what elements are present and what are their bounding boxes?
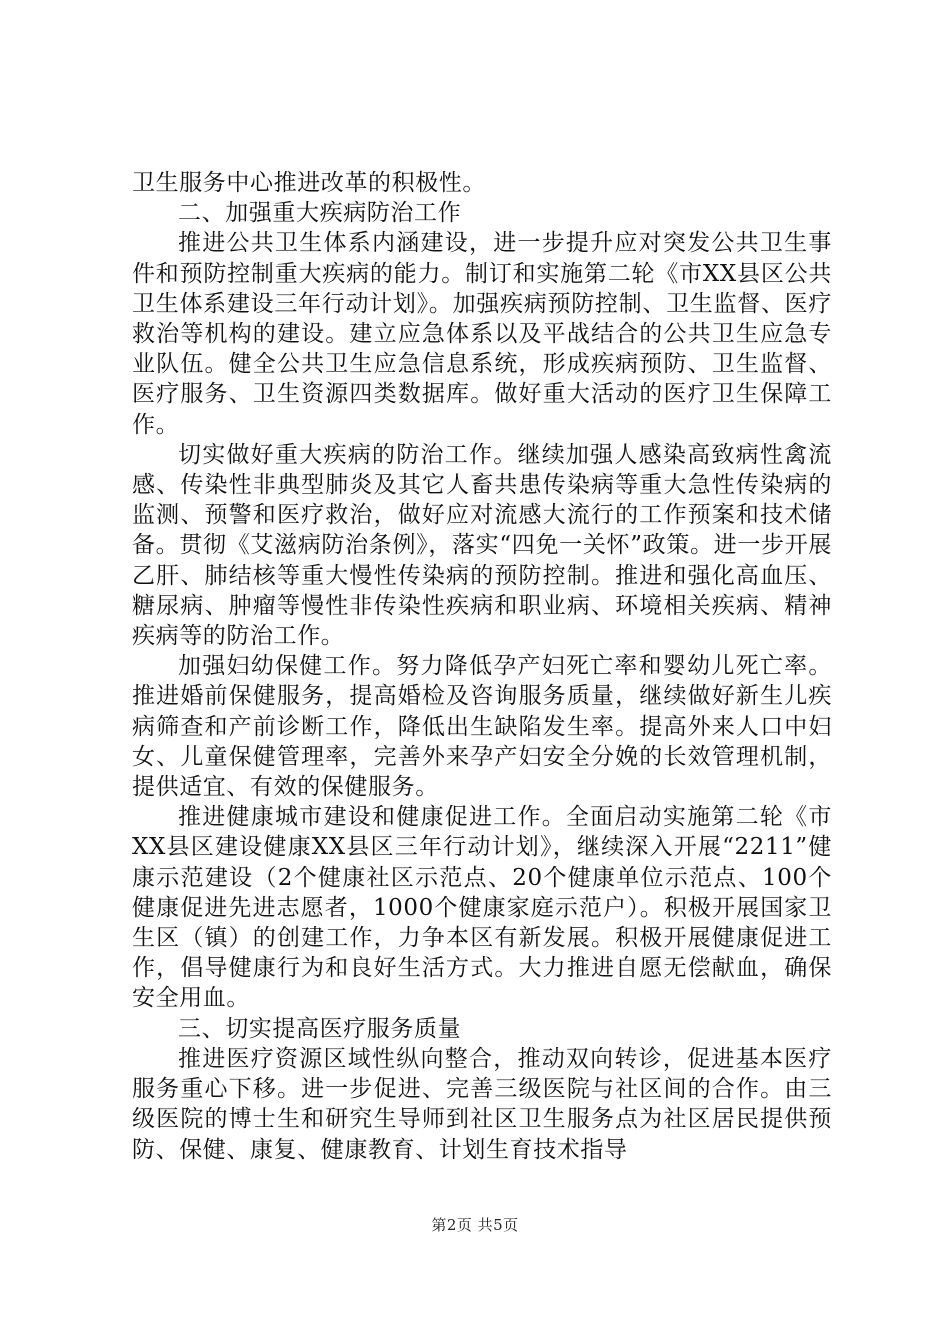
paragraph-major-disease-control: 切实做好重大疾病的防治工作。继续加强人感染高致病性禽流感、传染性非典型肺炎及其它人畜共患传染病等重大急性传染病的监测、预警和医疗救治，做好应对流感大流行的工作预案和技术储备。贯彻《艾滋病防治条例》，落实“四免一关怀”政策。进一步开展乙肝、肺结核等重大慢性传染病的预防控制。推进和强化高血压、糖尿病、肿瘤等慢性非传染性疾病和职业病、环境相关疾病、精神疾病等的防治工作。 bbox=[132, 441, 832, 650]
paragraph-continuation: 卫生服务中心推进改革的积极性。 bbox=[132, 170, 486, 196]
section-heading-3: 三、切实提高医疗服务质量 bbox=[178, 1015, 462, 1042]
page-number-footer: 第2页 共5页 bbox=[431, 1216, 519, 1234]
paragraph-public-health-system: 推进公共卫生体系内涵建设，进一步提升应对突发公共卫生事件和预防控制重大疾病的能力。制订和实施第二轮《市XX县区公共卫生体系建设三年行动计划》。加强疾病预防控制、卫生监督、医疗救治等机构的建设。建立应急体系以及平战结合的公共卫生应急专业队伍。健全公共卫生应急信息系统，形成疾病预防、卫生监督、医疗服务、卫生资源四类数据库。做好重大活动的医疗卫生保障工作。 bbox=[132, 230, 832, 438]
document-body bbox=[132, 168, 832, 1165]
paragraph-healthy-city: 推进健康城市建设和健康促进工作。全面启动实施第二轮《市XX县区建设健康XX县区三年行动计划》，继续深入开展“2211”健康示范建设（2个健康社区示范点、20个健康单位示范点、100个健康促进先进志愿者，1000个健康家庭示范户）。积极开展国家卫生区（镇）的创建工作，力争本区有新发展。积极开展健康促进工作，倡导健康行为和良好生活方式。大力推进自愿无偿献血，确保安全用血。 bbox=[132, 804, 832, 1012]
paragraph-medical-resources: 推进医疗资源区域性纵向整合，推动双向转诊，促进基本医疗服务重心下移。进一步促进、完善三级医院与社区间的合作。由三级医院的博士生和研究生导师到社区卫生服务点为社区居民提供预防、保健、康复、健康教育、计划生育技术指导 bbox=[132, 1045, 832, 1163]
section-heading-2: 二、加强重大疾病防治工作 bbox=[178, 200, 462, 227]
paragraph-maternal-child-health: 加强妇幼保健工作。努力降低孕产妇死亡率和婴幼儿死亡率。推进婚前保健服务，提高婚检及咨询服务质量，继续做好新生儿疾病筛查和产前诊断工作，降低出生缺陷发生率。提高外来人口中妇女、儿童保健管理率，完善外来孕产妇安全分娩的长效管理机制，提供适宜、有效的保健服务。 bbox=[132, 653, 832, 801]
